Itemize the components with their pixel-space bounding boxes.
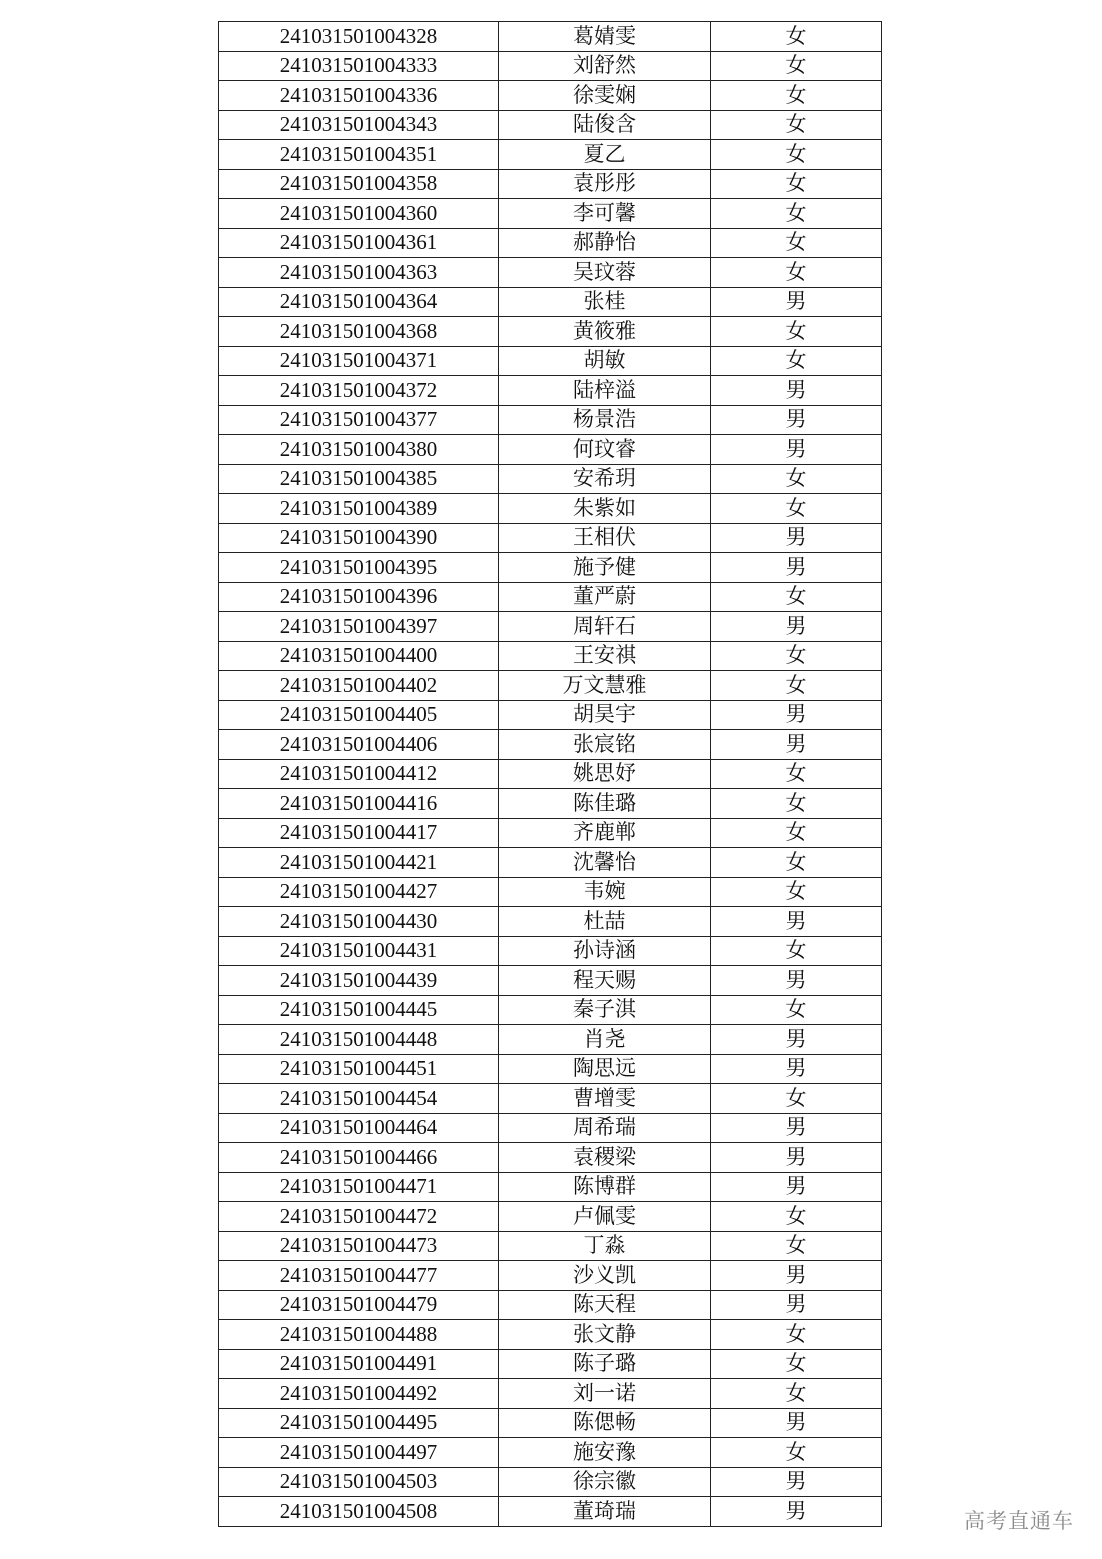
table-row [219,789,882,819]
candidate-id-cell: 241031501004430 [219,907,499,937]
gender-cell: 男 [711,1113,882,1143]
table-row [219,700,882,730]
candidate-id-cell: 241031501004417 [219,818,499,848]
table-row [219,1025,882,1055]
candidate-id-cell: 241031501004477 [219,1261,499,1291]
name-cell: 王相伏 [499,523,711,553]
candidate-id-cell: 241031501004503 [219,1467,499,1497]
name-cell: 程天赐 [499,966,711,996]
table-row [219,582,882,612]
table-row [219,22,882,52]
gender-cell: 男 [711,376,882,406]
candidate-id-cell: 241031501004473 [219,1231,499,1261]
gender-cell: 男 [711,907,882,937]
name-cell: 袁稷梁 [499,1143,711,1173]
name-cell: 葛婧雯 [499,22,711,52]
table-row [219,612,882,642]
name-cell: 陈天程 [499,1290,711,1320]
name-cell: 曹增雯 [499,1084,711,1114]
table-row [219,228,882,258]
gender-cell: 女 [711,818,882,848]
gender-cell: 女 [711,1231,882,1261]
name-cell: 陈子璐 [499,1349,711,1379]
roster-table [218,21,882,1527]
table-row [219,287,882,317]
gender-cell: 男 [711,405,882,435]
name-cell: 刘一诺 [499,1379,711,1409]
name-cell: 杨景浩 [499,405,711,435]
table-row [219,1231,882,1261]
candidate-id-cell: 241031501004333 [219,51,499,81]
gender-cell: 女 [711,759,882,789]
table-row [219,671,882,701]
table-row [219,818,882,848]
candidate-id-cell: 241031501004395 [219,553,499,583]
name-cell: 肖尧 [499,1025,711,1055]
candidate-id-cell: 241031501004421 [219,848,499,878]
gender-cell: 女 [711,877,882,907]
gender-cell: 女 [711,110,882,140]
table-row [219,1113,882,1143]
gender-cell: 女 [711,464,882,494]
candidate-id-cell: 241031501004396 [219,582,499,612]
candidate-id-cell: 241031501004479 [219,1290,499,1320]
table-row [219,494,882,524]
candidate-id-cell: 241031501004497 [219,1438,499,1468]
table-row [219,1290,882,1320]
table-row [219,759,882,789]
name-cell: 韦婉 [499,877,711,907]
table-row [219,1497,882,1527]
gender-cell: 男 [711,1290,882,1320]
gender-cell: 男 [711,730,882,760]
candidate-id-cell: 241031501004364 [219,287,499,317]
gender-cell: 女 [711,51,882,81]
table-row [219,258,882,288]
table-row [219,435,882,465]
table-row [219,936,882,966]
gender-cell: 女 [711,81,882,111]
gender-cell: 男 [711,523,882,553]
name-cell: 卢佩雯 [499,1202,711,1232]
name-cell: 陈偲畅 [499,1408,711,1438]
gender-cell: 男 [711,1467,882,1497]
name-cell: 董琦瑞 [499,1497,711,1527]
candidate-id-cell: 241031501004405 [219,700,499,730]
table-row [219,877,882,907]
name-cell: 张桂 [499,287,711,317]
candidate-id-cell: 241031501004466 [219,1143,499,1173]
candidate-id-cell: 241031501004448 [219,1025,499,1055]
gender-cell: 女 [711,1349,882,1379]
table-row [219,1054,882,1084]
name-cell: 施安豫 [499,1438,711,1468]
table-row [219,169,882,199]
name-cell: 黄筱雅 [499,317,711,347]
table-row [219,523,882,553]
candidate-id-cell: 241031501004402 [219,671,499,701]
gender-cell: 男 [711,435,882,465]
name-cell: 沈馨怡 [499,848,711,878]
table-row [219,140,882,170]
gender-cell: 女 [711,317,882,347]
candidate-id-cell: 241031501004371 [219,346,499,376]
gender-cell: 女 [711,22,882,52]
gender-cell: 女 [711,641,882,671]
candidate-id-cell: 241031501004454 [219,1084,499,1114]
name-cell: 朱紫如 [499,494,711,524]
gender-cell: 男 [711,1054,882,1084]
candidate-id-cell: 241031501004343 [219,110,499,140]
candidate-id-cell: 241031501004492 [219,1379,499,1409]
table-row [219,1320,882,1350]
table-row [219,110,882,140]
gender-cell: 女 [711,995,882,1025]
name-cell: 施予健 [499,553,711,583]
candidate-id-cell: 241031501004406 [219,730,499,760]
candidate-id-cell: 241031501004427 [219,877,499,907]
name-cell: 吴玟蓉 [499,258,711,288]
name-cell: 陆俊含 [499,110,711,140]
candidate-id-cell: 241031501004377 [219,405,499,435]
candidate-id-cell: 241031501004328 [219,22,499,52]
gender-cell: 女 [711,1320,882,1350]
candidate-id-cell: 241031501004358 [219,169,499,199]
gender-cell: 女 [711,228,882,258]
candidate-id-cell: 241031501004495 [219,1408,499,1438]
candidate-id-cell: 241031501004416 [219,789,499,819]
name-cell: 沙义凯 [499,1261,711,1291]
candidate-id-cell: 241031501004472 [219,1202,499,1232]
candidate-id-cell: 241031501004389 [219,494,499,524]
name-cell: 张宸铭 [499,730,711,760]
name-cell: 李可馨 [499,199,711,229]
table-row [219,1438,882,1468]
name-cell: 姚思妤 [499,759,711,789]
gender-cell: 女 [711,582,882,612]
candidate-id-cell: 241031501004488 [219,1320,499,1350]
candidate-id-cell: 241031501004439 [219,966,499,996]
gender-cell: 男 [711,1172,882,1202]
name-cell: 齐鹿郸 [499,818,711,848]
name-cell: 丁淼 [499,1231,711,1261]
name-cell: 王安祺 [499,641,711,671]
table-row [219,1202,882,1232]
candidate-id-cell: 241031501004368 [219,317,499,347]
table-row [219,1408,882,1438]
table-row [219,1379,882,1409]
name-cell: 陆梓溢 [499,376,711,406]
gender-cell: 女 [711,671,882,701]
candidate-id-cell: 241031501004336 [219,81,499,111]
name-cell: 周希瑞 [499,1113,711,1143]
roster-table-body [219,22,882,1527]
name-cell: 陈博群 [499,1172,711,1202]
table-row [219,730,882,760]
name-cell: 胡敏 [499,346,711,376]
candidate-id-cell: 241031501004363 [219,258,499,288]
gender-cell: 男 [711,1143,882,1173]
name-cell: 袁彤彤 [499,169,711,199]
name-cell: 夏乙 [499,140,711,170]
gender-cell: 女 [711,936,882,966]
table-row [219,848,882,878]
name-cell: 徐宗徽 [499,1467,711,1497]
candidate-id-cell: 241031501004397 [219,612,499,642]
candidate-id-cell: 241031501004380 [219,435,499,465]
gender-cell: 女 [711,199,882,229]
table-row [219,1261,882,1291]
gender-cell: 女 [711,494,882,524]
candidate-id-cell: 241031501004508 [219,1497,499,1527]
gender-cell: 男 [711,700,882,730]
table-row [219,1143,882,1173]
name-cell: 万文慧雅 [499,671,711,701]
watermark-text: 高考直通车 [964,1509,1074,1533]
gender-cell: 男 [711,553,882,583]
table-row [219,346,882,376]
table-row [219,907,882,937]
candidate-id-cell: 241031501004351 [219,140,499,170]
gender-cell: 女 [711,346,882,376]
name-cell: 秦子淇 [499,995,711,1025]
name-cell: 陶思远 [499,1054,711,1084]
candidate-id-cell: 241031501004431 [219,936,499,966]
gender-cell: 女 [711,848,882,878]
gender-cell: 女 [711,1202,882,1232]
candidate-id-cell: 241031501004471 [219,1172,499,1202]
gender-cell: 女 [711,789,882,819]
gender-cell: 男 [711,612,882,642]
gender-cell: 女 [711,1379,882,1409]
name-cell: 周轩石 [499,612,711,642]
candidate-id-cell: 241031501004372 [219,376,499,406]
name-cell: 刘舒然 [499,51,711,81]
table-row [219,317,882,347]
gender-cell: 女 [711,169,882,199]
candidate-id-cell: 241031501004360 [219,199,499,229]
gender-cell: 男 [711,1408,882,1438]
gender-cell: 男 [711,966,882,996]
name-cell: 杜喆 [499,907,711,937]
table-row [219,641,882,671]
table-row [219,81,882,111]
name-cell: 孙诗涵 [499,936,711,966]
name-cell: 陈佳璐 [499,789,711,819]
table-row [219,199,882,229]
candidate-id-cell: 241031501004390 [219,523,499,553]
candidate-id-cell: 241031501004400 [219,641,499,671]
candidate-id-cell: 241031501004412 [219,759,499,789]
candidate-id-cell: 241031501004361 [219,228,499,258]
candidate-id-cell: 241031501004445 [219,995,499,1025]
table-row [219,51,882,81]
name-cell: 胡昊宇 [499,700,711,730]
table-row [219,553,882,583]
candidate-id-cell: 241031501004451 [219,1054,499,1084]
table-row [219,464,882,494]
table-row [219,995,882,1025]
name-cell: 何玟睿 [499,435,711,465]
gender-cell: 男 [711,287,882,317]
gender-cell: 女 [711,1438,882,1468]
gender-cell: 女 [711,1084,882,1114]
table-row [219,1467,882,1497]
table-row [219,1349,882,1379]
name-cell: 董严蔚 [499,582,711,612]
gender-cell: 男 [711,1025,882,1055]
gender-cell: 女 [711,258,882,288]
gender-cell: 男 [711,1497,882,1527]
table-row [219,376,882,406]
table-row [219,1084,882,1114]
candidate-id-cell: 241031501004385 [219,464,499,494]
table-row [219,966,882,996]
gender-cell: 男 [711,1261,882,1291]
gender-cell: 女 [711,140,882,170]
table-row [219,405,882,435]
name-cell: 张文静 [499,1320,711,1350]
name-cell: 安希玥 [499,464,711,494]
candidate-id-cell: 241031501004491 [219,1349,499,1379]
name-cell: 郝静怡 [499,228,711,258]
table-row [219,1172,882,1202]
candidate-id-cell: 241031501004464 [219,1113,499,1143]
name-cell: 徐雯娴 [499,81,711,111]
